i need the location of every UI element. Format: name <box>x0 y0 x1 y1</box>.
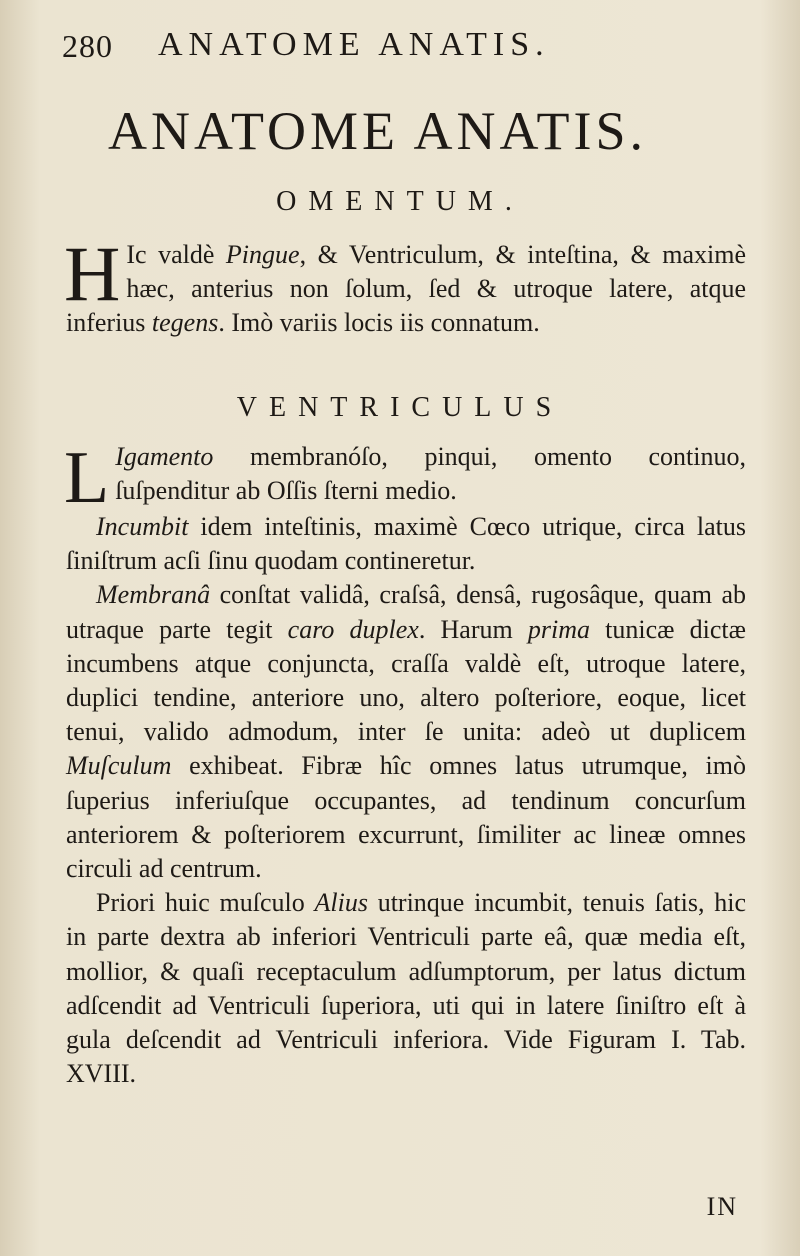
paragraph: L Igamento membranóſo, pinqui, omento continuo, ſuſpenditur ab Oſſis ſterni medio. <box>64 437 746 519</box>
drop-cap: L <box>64 437 110 519</box>
running-title: ANATOME ANATIS. <box>158 26 550 63</box>
paragraph: Membranâ conſtat validâ, craſsâ, densâ, rugosâque, quam ab utraque parte tegit caro duplex. Harum prima tunicæ dictæ incumbens atque conjuncta, craſſa valdè eſt, utroque latere, duplici tendine, anteriore uno, altero poſteriore, eoque, licet tenui, valido admodum, inter ſe unita: adeò ut duplicem Muſculum exhibeat. Fibræ hîc omnes latus utrumque, imò ſuperius inferiuſque occupantes, ad tendinum concurſum anteriorem & poſteriorem excurrunt, ſimiliter ac lineæ omnes circuli ad centrum. <box>66 580 746 884</box>
catchword: IN <box>706 1192 738 1221</box>
paragraph: Incumbit idem inteſtinis, maximè Cœco utrique, circa latus ſiniſtrum acſi ſinu quodam contineretur. <box>66 512 746 576</box>
drop-cap: H <box>64 230 121 317</box>
section-title-omentum: OMENTUM. <box>276 186 524 217</box>
page-number: 280 <box>62 28 113 64</box>
section-title-ventriculus: VENTRICULUS <box>236 392 564 423</box>
paragraph: Priori huic muſculo Alius utrinque incumbit, tenuis ſatis, hic in parte dextra ab inferiori Ventriculi parte eâ, quæ media eſt, mollior, & quaſi receptaculum adſumptorum, per latus dictum adſcendit ad Ventriculi ſuperiora, uti qui in latere ſiniſtro eſt à gula deſcendit ad Ventriculi inferiora. Vide Figuram I. Tab. XVIII. <box>66 888 747 1089</box>
running-head <box>62 22 762 72</box>
section-omentum-text: H Ic valdè Pingue, & Ventriculum, & inteſtina, & maximè hæc, anterius non ſolum, ſed & utroque latere, atque inferius tegens. Imò variis locis iis connatum. <box>64 230 746 338</box>
section-ventriculus-text <box>64 437 747 1091</box>
chapter-heading: ANATOME ANATIS. <box>108 101 648 161</box>
